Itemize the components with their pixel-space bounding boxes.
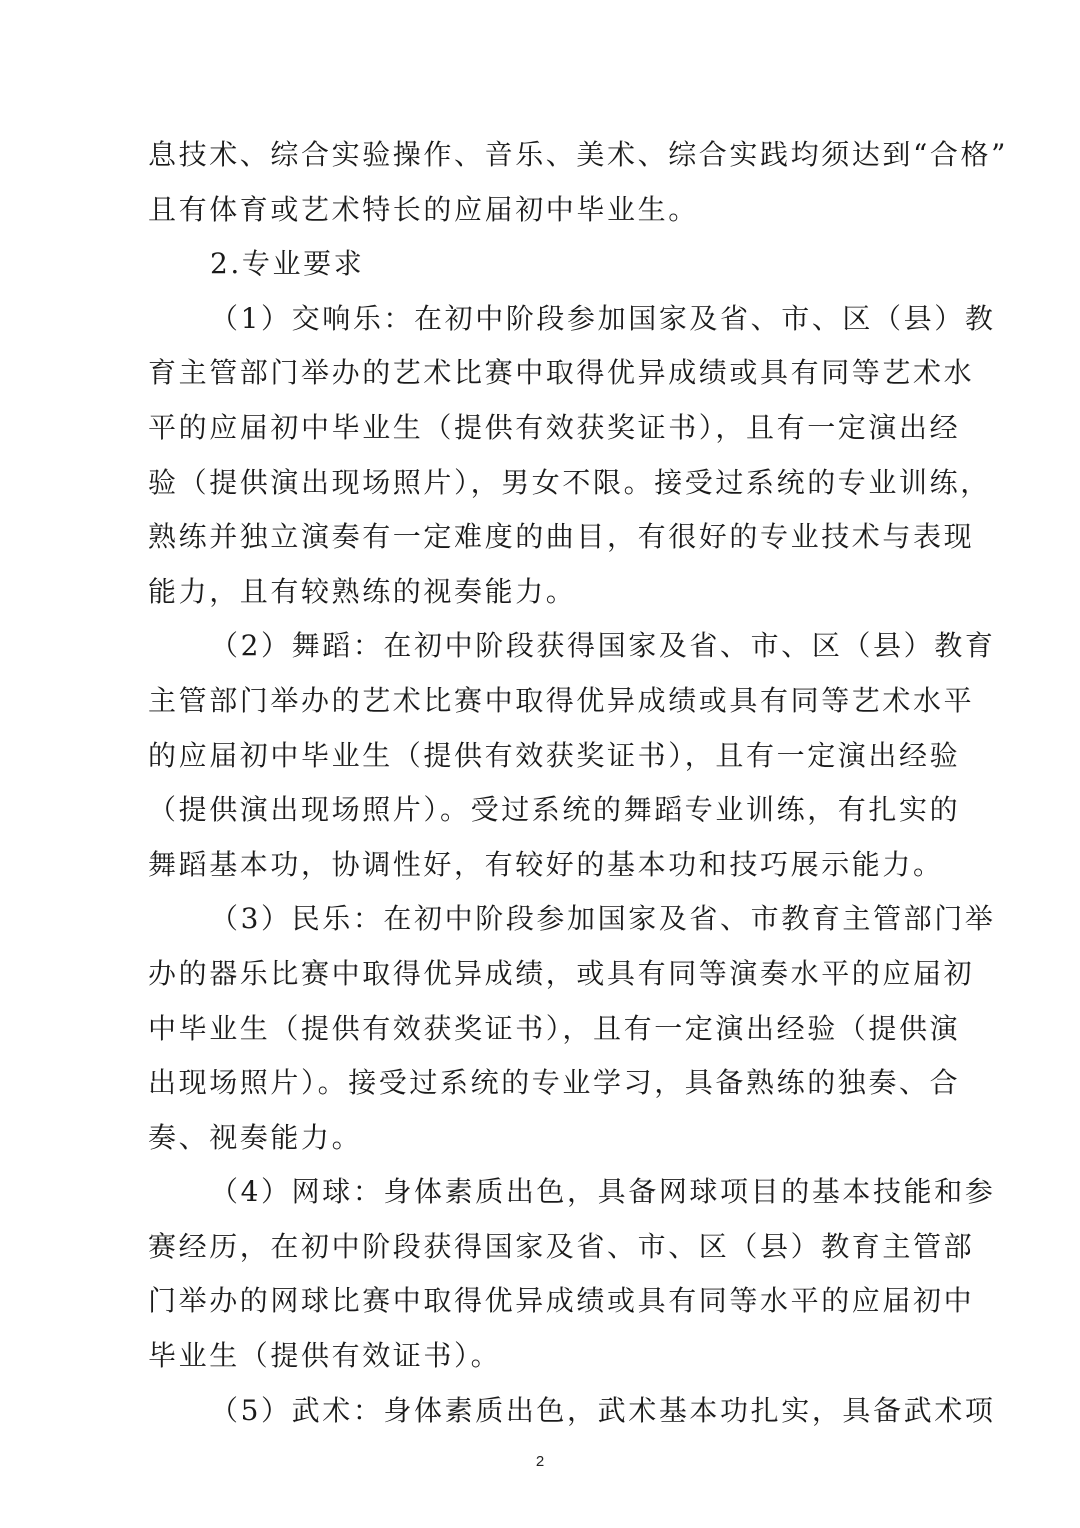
text-line: （提供演出现场照片）。受过系统的舞蹈专业训练，有扎实的 <box>148 793 961 827</box>
text-line: 舞蹈基本功，协调性好，有较好的基本功和技巧展示能力。 <box>148 847 944 881</box>
page-number: 2 <box>535 1453 545 1470</box>
text-line: （2）舞蹈：在初中阶段获得国家及省、市、区（县）教育 <box>210 629 996 663</box>
text-line: 奏、视奏能力。 <box>148 1120 363 1154</box>
text-line: 的应届初中毕业生（提供有效获奖证书），且有一定演出经验 <box>148 738 961 772</box>
text-line: 主管部门举办的艺术比赛中取得优异成绩或具有同等艺术水平 <box>148 683 975 717</box>
text-line: 育主管部门举办的艺术比赛中取得优异成绩或具有同等艺术水 <box>148 356 975 390</box>
text-line: 办的器乐比赛中取得优异成绩，或具有同等演奏水平的应届初 <box>148 956 975 990</box>
text-line: 出现场照片）。接受过系统的专业学习，具备熟练的独奏、合 <box>148 1066 961 1100</box>
text-line: 息技术、综合实验操作、音乐、美术、综合实践均须达到“合格” <box>148 138 1009 171</box>
text-line: 平的应届初中毕业生（提供有效获奖证书），且有一定演出经 <box>148 410 961 444</box>
text-line: 能力，且有较熟练的视奏能力。 <box>148 574 577 608</box>
body-text <box>148 128 1009 1438</box>
text-line: 中毕业生（提供有效获奖证书），且有一定演出经验（提供演 <box>148 1011 961 1045</box>
text-line: 验（提供演出现场照片），男女不限。接受过系统的专业训练， <box>148 465 991 499</box>
text-line: （4）网球：身体素质出色，具备网球项目的基本技能和参 <box>210 1175 996 1209</box>
text-line: 毕业生（提供有效证书）。 <box>148 1339 502 1373</box>
text-line: （1）交响乐：在初中阶段参加国家及省、市、区（县）教 <box>210 301 996 335</box>
text-line: 门举办的网球比赛中取得优异成绩或具有同等水平的应届初中 <box>148 1284 975 1318</box>
text-line: 2.专业要求 <box>210 247 365 281</box>
text-line: 且有体育或艺术特长的应届初中毕业生。 <box>148 192 699 226</box>
text-line: （3）民乐：在初中阶段参加国家及省、市教育主管部门举 <box>210 902 996 936</box>
text-line: 熟练并独立演奏有一定难度的曲目，有很好的专业技术与表现 <box>148 520 975 554</box>
text-line: （5）武术：身体素质出色，武术基本功扎实，具备武术项 <box>210 1393 996 1427</box>
text-line: 赛经历，在初中阶段获得国家及省、市、区（县）教育主管部 <box>148 1229 975 1263</box>
